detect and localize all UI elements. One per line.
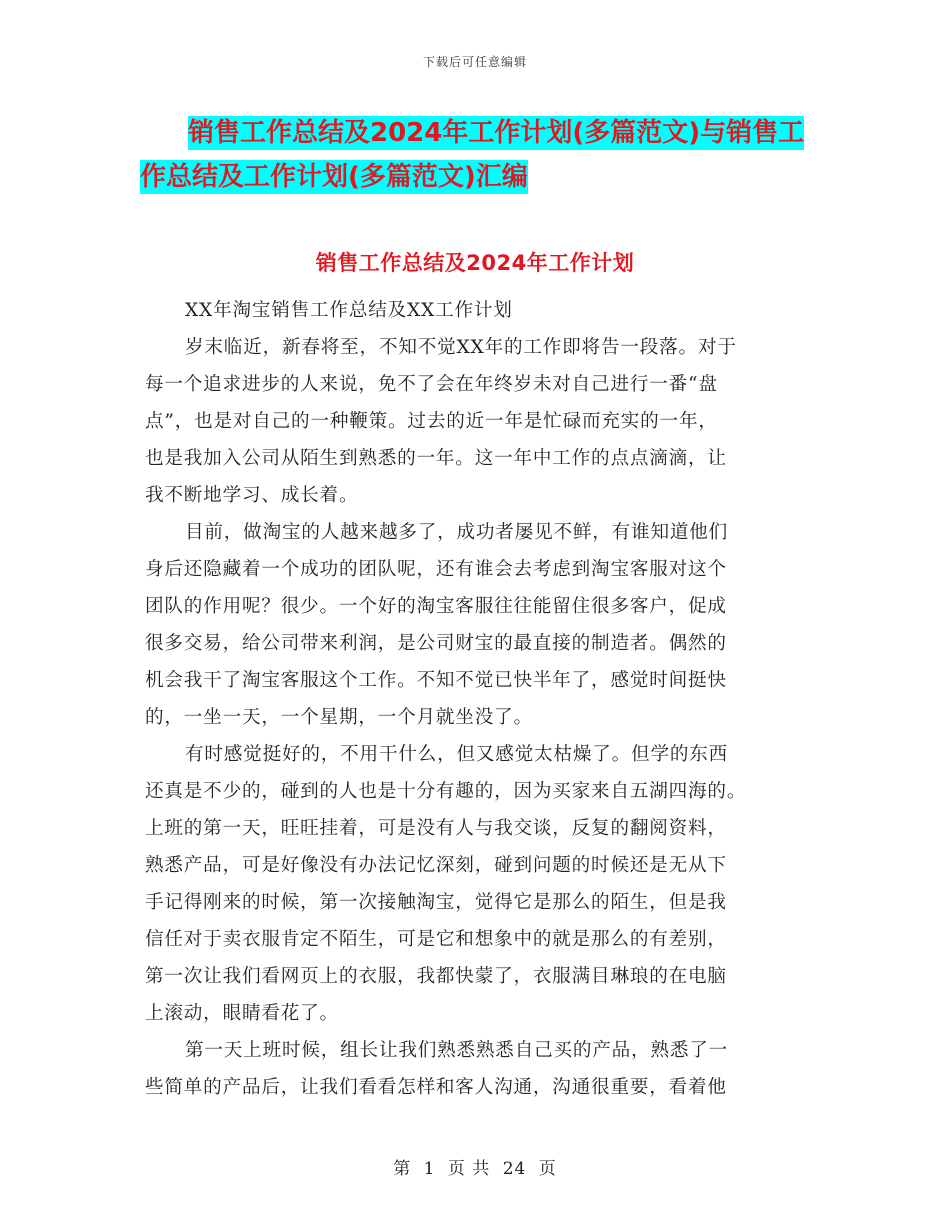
document-title-line-1 bbox=[140, 111, 820, 155]
title-highlight-2: 作总结及工作计划(多篇范文)汇编 bbox=[140, 162, 528, 192]
footer-total-pages: 24 bbox=[502, 1159, 527, 1179]
text-line: 还真是不少的，碰到的人也是十分有趣的，因为买家来自五湖四海的。 bbox=[145, 781, 747, 802]
text-line: 信任对于卖衣服肯定不陌生，可是它和想象中的就是那么的有差别， bbox=[145, 929, 727, 950]
footer-mid: 页 共 bbox=[447, 1159, 491, 1179]
text-line: 有时感觉挺好的，不用干什么，但又感觉太枯燥了。但学的东西 bbox=[185, 744, 729, 765]
text-line: 第一次让我们看网页上的衣服，我都快蒙了，衣服满目琳琅的在电脑 bbox=[145, 966, 727, 987]
footer-suffix: 页 bbox=[538, 1159, 557, 1179]
text-line: 些简单的产品后，让我们看看怎样和客人沟通，沟通很重要，看着他 bbox=[145, 1077, 727, 1098]
text-line: 身后还隐藏着一个成功的团队呢，还有谁会去考虑到淘宝客服对这个 bbox=[145, 559, 727, 580]
text-line: 点”，也是对自己的一种鞭策。过去的近一年是忙碌而充实的一年， bbox=[145, 411, 718, 432]
text-line: XX年淘宝销售工作总结及XX工作计划 bbox=[185, 300, 513, 321]
text-line: 很多交易，给公司带来利润，是公司财宝的最直接的制造者。偶然的 bbox=[145, 633, 727, 654]
text-line: 熟悉产品，可是好像没有办法记忆深刻，碰到问题的时候还是无从下 bbox=[145, 855, 727, 876]
page-footer bbox=[0, 1154, 950, 1179]
text-line: 我不断地学习、成长着。 bbox=[145, 485, 359, 506]
title-highlight-1: 销售工作总结及2024年工作计划(多篇范文)与销售工 bbox=[188, 118, 805, 148]
text-line: 的，一坐一天，一个星期，一个月就坐没了。 bbox=[145, 707, 533, 728]
text-line: 也是我加入公司从陌生到熟悉的一年。这一年中工作的点点滴滴，让 bbox=[145, 448, 727, 469]
header-note: 下载后可任意编辑 bbox=[422, 55, 527, 69]
footer-page-number: 1 bbox=[423, 1159, 436, 1179]
document-title-line-2 bbox=[140, 155, 820, 199]
document-title bbox=[140, 111, 820, 199]
text-line: 手记得刚来的时候，第一次接触淘宝，觉得它是那么的陌生，但是我 bbox=[145, 892, 727, 913]
text-line: 岁末临近，新春将至，不知不觉XX年的工作即将告一段落。对于 bbox=[185, 337, 737, 358]
text-line: 第一天上班时候，组长让我们熟悉熟悉自己买的产品，熟悉了一 bbox=[185, 1040, 729, 1061]
body-text bbox=[145, 292, 805, 1106]
section-title: 销售工作总结及2024年工作计划 bbox=[315, 251, 635, 275]
text-line: 机会我干了淘宝客服这个工作。不知不觉已快半年了，感觉时间挺快 bbox=[145, 670, 727, 691]
text-line: 目前，做淘宝的人越来越多了，成功者屡见不鲜，有谁知道他们 bbox=[185, 522, 729, 543]
text-line: 团队的作用呢？很少。一个好的淘宝客服往往能留住很多客户，促成 bbox=[145, 596, 727, 617]
text-line: 每一个追求进步的人来说，免不了会在年终岁未对自己进行一番“盘 bbox=[145, 374, 718, 395]
text-line: 上滚动，眼睛看花了。 bbox=[145, 1003, 339, 1024]
text-line: 上班的第一天，旺旺挂着，可是没有人与我交谈，反复的翻阅资料， bbox=[145, 818, 727, 839]
footer-prefix: 第 bbox=[393, 1159, 412, 1179]
